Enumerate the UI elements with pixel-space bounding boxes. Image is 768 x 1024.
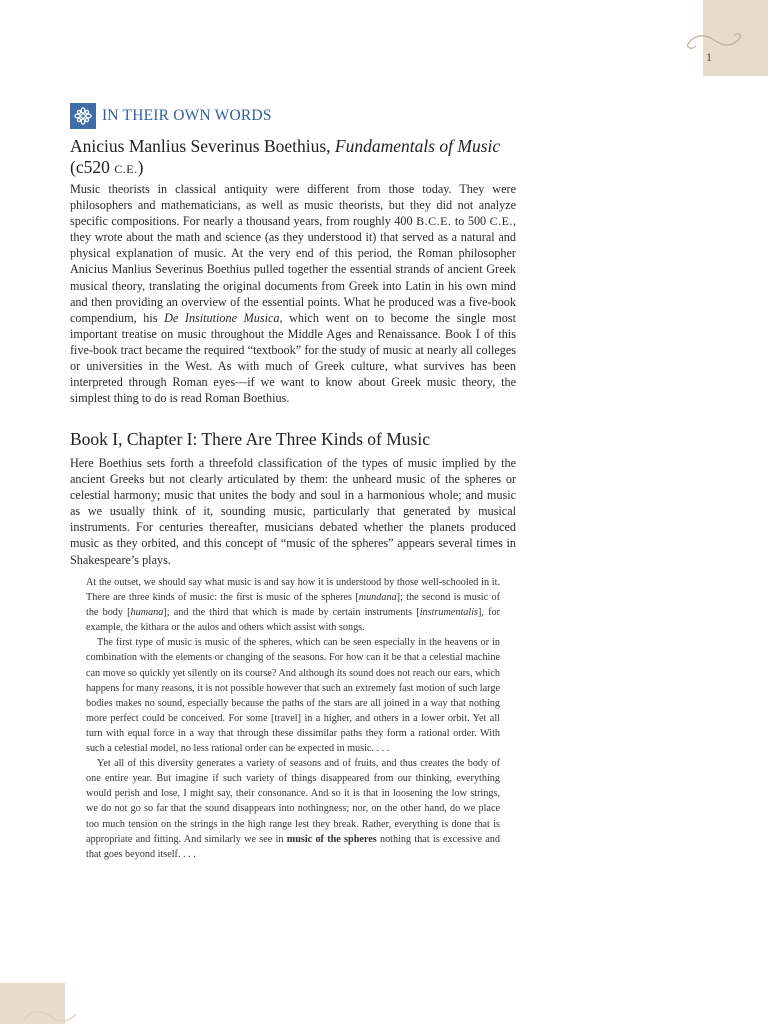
flower-emblem-icon bbox=[70, 103, 96, 129]
intro-era-ce: C.E. bbox=[489, 214, 513, 229]
latin-term: humana bbox=[130, 607, 164, 619]
intro-work-title: De Insitutione Musica, bbox=[164, 310, 283, 325]
flourish-ornament-icon bbox=[20, 1008, 80, 1024]
section-heading: Book I, Chapter I: There Are Three Kinds of Music bbox=[70, 429, 430, 449]
quote-text: ], for example, the kithara or the aulos and others which assist with songs. bbox=[86, 607, 500, 634]
latin-term: mundana bbox=[358, 592, 397, 604]
title-date-open: (c520 bbox=[70, 157, 115, 177]
flourish-ornament-icon bbox=[684, 30, 744, 52]
quote-text: ]; and the third that which is made by certain instruments [ bbox=[163, 607, 420, 619]
title-author: Anicius Manlius Severinus Boethius, bbox=[70, 136, 331, 156]
intro-text-3: , they wrote about the math and science (as they understood it) that served as a natural and physical explanation of music. At the very end of this period, the Roman philosopher Anicius Manlius Severinus Boethius pulled together the essential strands of ancient Greek musical theory, translating the original documents from Greek into Latin in his own mind and then providing an overview of the essential points. What he produced was a five-book compendium, his bbox=[70, 214, 516, 325]
title-work: Fundamentals of Music bbox=[334, 136, 501, 156]
quote-text: Yet all of this diversity generates a variety of seasons and of fruits, and thus creates the body of one entire year. But imagine if such variety of things disappeared from our thinking, everything would perish and lose, I might say, their consonance. And so it is that in loosening the low strings, we do not go so far that the sound disappears into nothingness; nor, on the other hand, do we place too much tension on the strings in the high range lest they break. Rather, everything is done that is appropriate and fitting. And similarly we see in bbox=[86, 758, 500, 845]
feature-box-header bbox=[70, 102, 272, 130]
quote-paragraph-3 bbox=[86, 756, 500, 862]
intro-paragraph bbox=[70, 181, 516, 406]
quote-paragraph-1 bbox=[86, 575, 500, 635]
quote-text: At the outset, we should say what music is and say how it is understood by those well-schooled in it. There are three kinds of music: the first is music of the spheres [ bbox=[86, 577, 500, 604]
quote-paragraph-2: The first type of music is music of the spheres, which can be seen especially in the heavens or in combination with the elements or changing of the seasons. For how can it be that a celestial machine can move so quickly yet silently on its course? And although its sound does not reach our ears, which happens for many reasons, it is not possible however that such an extremely fast motion of such large bodies makes no sound, especially because the paths of the stars are all joined in a way that nothing more perfect could be conceived. For some [travel] in a higher, and others in a lower orbit. Yet all turn with equal force in a way that through these dissimilar paths they form a rational order. With such a celestial model, no less rational order can be expected in music. . . . bbox=[86, 637, 500, 755]
feature-box-label: IN THEIR OWN WORDS bbox=[102, 107, 272, 124]
quote-text: nothing that is excessive and that goes beyond itself. . . . bbox=[86, 833, 500, 860]
intro-text-1: Music theorists in classical antiquity were different from those today. They were philosophers and mathematicians, as well as music theorists, but they did not analyze specific compositions. For nearly a thousand years, from roughly 400 bbox=[70, 182, 516, 229]
intro-text-4: which went on to become the single most important treatise on music throughout the Middle Ages and Renaissance. Book I of this five-book tract became the required “textbook” for the study of music at nearly all colleges or universities in the West. As with much of Greek culture, what survives has been interpreted through Roman eyes—if we want to know about Greek music theory, the simplest thing to do is read Roman Boethius. bbox=[70, 310, 516, 406]
section-paragraph: Here Boethius sets forth a threefold classification of the types of music implied by the ancient Greeks but not clearly articulated by them: the unheard music of the spheres or celestial harmony; music that unites the body and soul in a harmonious whole; and music as we usually think of it, sounding music, particularly that generated by musical instruments. For centuries thereafter, musicians debated whether the planets produced music as they orbited, and this concept of “music of the spheres” appears several times in Shakespeare’s plays. bbox=[70, 456, 516, 567]
title-era: C.E. bbox=[114, 162, 138, 176]
bold-term: music of the spheres bbox=[286, 833, 377, 845]
latin-term: instrumentalis bbox=[419, 607, 478, 619]
quote-text: ]; the second is music of the body [ bbox=[86, 592, 500, 619]
title-date-close: ) bbox=[137, 157, 144, 177]
page-number: 1 bbox=[706, 50, 712, 64]
document-title bbox=[70, 136, 510, 180]
intro-era-bce: B.C.E. bbox=[416, 214, 452, 229]
quoted-excerpt bbox=[86, 575, 500, 862]
intro-text-2: to 500 bbox=[451, 214, 490, 229]
